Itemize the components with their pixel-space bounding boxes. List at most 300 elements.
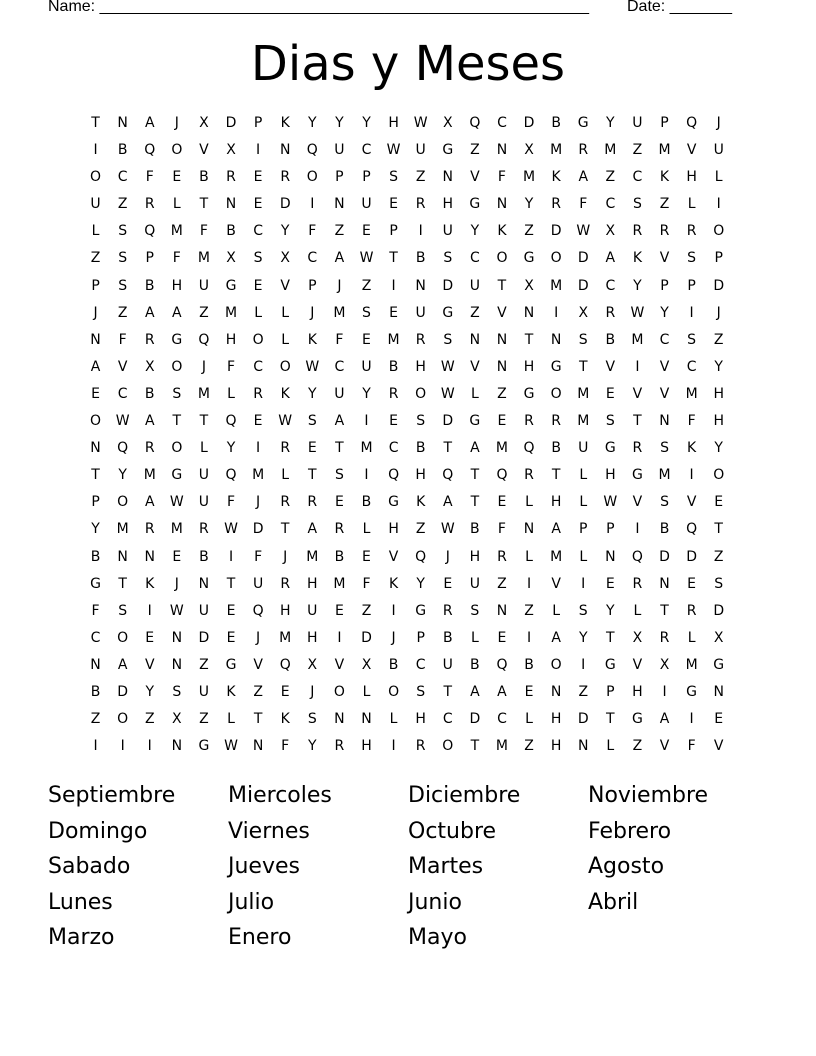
grid-letter: P: [389, 223, 398, 240]
grid-letter: K: [687, 440, 697, 457]
grid-letter: B: [415, 440, 426, 457]
grid-letter: I: [364, 413, 369, 430]
grid-letter: X: [361, 656, 372, 673]
grid-letter: T: [660, 602, 669, 619]
grid-letter: A: [442, 494, 453, 511]
grid-letter: Q: [496, 467, 508, 484]
grid-letter: W: [115, 413, 130, 430]
grid-letter: W: [630, 304, 645, 321]
grid-letter: M: [495, 738, 508, 755]
grid-letter: T: [443, 683, 453, 700]
grid-letter: M: [523, 169, 536, 186]
grid-row: [82, 300, 734, 327]
grid-row: [82, 733, 734, 760]
word-list-item: Mayo: [408, 925, 467, 951]
grid-letter: V: [659, 385, 670, 402]
grid-letter: S: [605, 413, 615, 430]
grid-letter: E: [226, 602, 236, 619]
grid-letter: P: [579, 521, 588, 538]
grid-letter: I: [554, 304, 559, 321]
grid-letter: D: [550, 223, 562, 240]
grid-letter: R: [524, 467, 534, 484]
grid-letter: F: [91, 602, 100, 619]
grid-letter: J: [256, 494, 261, 511]
grid-letter: G: [631, 711, 643, 728]
grid-letter: B: [199, 169, 209, 186]
grid-letter: R: [388, 385, 399, 402]
grid-letter: L: [579, 467, 588, 484]
grid-letter: C: [334, 358, 345, 375]
grid-letter: Z: [524, 602, 534, 619]
word-list-item: Sabado: [48, 854, 131, 880]
grid-row: [82, 679, 734, 706]
grid-letter: V: [388, 548, 399, 565]
grid-letter: L: [579, 548, 588, 565]
grid-letter: H: [550, 738, 562, 755]
grid-letter: I: [526, 629, 532, 646]
grid-letter: D: [577, 250, 589, 267]
grid-letter: O: [90, 169, 102, 186]
grid-letter: Y: [578, 629, 588, 646]
grid-letter: G: [604, 656, 616, 673]
grid-letter: M: [577, 413, 590, 430]
grid-letter: D: [225, 115, 237, 131]
grid-letter: B: [470, 521, 480, 538]
grid-letter: V: [632, 656, 643, 673]
grid-letter: G: [442, 142, 454, 159]
grid-letter: R: [578, 142, 589, 159]
grid-letter: N: [550, 683, 562, 700]
grid-letter: A: [307, 521, 318, 538]
grid-letter: F: [118, 331, 127, 348]
grid-letter: L: [254, 304, 263, 321]
grid-letter: I: [228, 548, 234, 565]
grid-letter: S: [118, 602, 128, 619]
grid-letter: S: [307, 413, 317, 430]
grid-row: [82, 435, 734, 462]
grid-letter: Y: [308, 738, 317, 755]
grid-letter: B: [388, 656, 399, 673]
grid-letter: P: [416, 629, 425, 646]
grid-letter: H: [442, 196, 454, 213]
grid-letter: M: [360, 440, 373, 457]
grid-letter: U: [198, 683, 210, 700]
grid-letter: G: [388, 494, 399, 511]
grid-letter: N: [496, 358, 508, 375]
grid-row: [82, 598, 734, 625]
grid-letter: E: [253, 277, 263, 294]
grid-letter: I: [689, 711, 694, 728]
grid-letter: N: [90, 440, 101, 457]
grid-letter: Q: [686, 521, 698, 538]
grid-letter: L: [470, 385, 479, 402]
grid-letter: D: [442, 277, 454, 294]
grid-letter: A: [144, 494, 155, 511]
grid-letter: T: [551, 467, 561, 484]
grid-letter: E: [524, 683, 534, 700]
grid-letter: S: [172, 385, 182, 402]
grid-letter: M: [658, 467, 671, 484]
grid-letter: N: [117, 115, 128, 131]
grid-letter: I: [689, 304, 694, 321]
grid-letter: D: [713, 602, 725, 619]
grid-letter: T: [91, 467, 100, 484]
grid-letter: Q: [686, 115, 698, 131]
grid-letter: H: [415, 467, 426, 484]
grid-letter: X: [442, 115, 453, 131]
grid-letter: Z: [90, 250, 101, 267]
grid-letter: N: [496, 196, 508, 213]
grid-letter: U: [334, 142, 345, 159]
grid-letter: Q: [117, 440, 129, 457]
grid-letter: D: [577, 711, 589, 728]
grid-letter: L: [606, 738, 615, 755]
grid-letter: Y: [714, 358, 723, 375]
grid-letter: G: [225, 656, 237, 673]
grid-letter: U: [469, 575, 480, 592]
grid-letter: E: [91, 385, 100, 402]
grid-letter: H: [469, 548, 481, 565]
grid-letter: D: [469, 711, 481, 728]
grid-letter: X: [199, 115, 209, 131]
grid-letter: V: [117, 358, 128, 375]
grid-letter: F: [199, 223, 208, 240]
grid-letter: Y: [145, 683, 155, 700]
grid-letter: K: [280, 385, 290, 402]
grid-letter: T: [606, 711, 615, 728]
word-list-item: Marzo: [48, 925, 115, 951]
grid-letter: A: [334, 250, 345, 267]
grid-letter: A: [172, 304, 182, 321]
grid-letter: N: [659, 575, 670, 592]
grid-letter: M: [197, 385, 210, 402]
grid-letter: E: [253, 169, 263, 186]
grid-letter: T: [524, 331, 534, 348]
grid-letter: B: [144, 277, 155, 294]
grid-letter: C: [605, 277, 616, 294]
grid-letter: X: [226, 142, 236, 159]
grid-letter: A: [470, 440, 480, 457]
grid-letter: H: [713, 413, 724, 430]
grid-letter: B: [388, 358, 399, 375]
grid-letter: I: [635, 358, 640, 375]
grid-letter: I: [689, 467, 694, 484]
grid-letter: T: [199, 196, 209, 213]
grid-letter: Q: [631, 548, 643, 565]
grid-letter: H: [225, 331, 237, 348]
grid-letter: R: [307, 494, 318, 511]
grid-letter: M: [224, 304, 238, 321]
grid-letter: E: [172, 169, 182, 186]
grid-letter: R: [659, 629, 670, 646]
grid-letter: A: [470, 683, 480, 700]
grid-letter: R: [144, 196, 155, 213]
grid-letter: V: [632, 385, 643, 402]
grid-letter: O: [90, 413, 102, 430]
grid-letter: M: [550, 548, 563, 565]
grid-letter: R: [524, 413, 534, 430]
grid-letter: N: [496, 331, 508, 348]
grid-letter: V: [686, 142, 697, 159]
grid-letter: G: [577, 115, 589, 131]
grid-letter: T: [172, 413, 182, 430]
grid-letter: H: [415, 358, 426, 375]
grid-letter: Y: [118, 467, 127, 484]
grid-letter: T: [335, 440, 344, 457]
grid-letter: G: [550, 358, 562, 375]
grid-letter: E: [497, 494, 507, 511]
grid-letter: E: [362, 223, 371, 240]
word-list-item: Febrero: [588, 818, 672, 844]
grid-letter: C: [253, 358, 263, 375]
grid-letter: L: [714, 169, 723, 186]
grid-letter: G: [90, 575, 101, 592]
grid-letter: M: [279, 629, 292, 646]
grid-letter: M: [495, 440, 508, 457]
grid-letter: L: [389, 711, 398, 728]
grid-letter: Q: [198, 331, 210, 348]
grid-letter: K: [551, 169, 561, 186]
grid-letter: Z: [524, 223, 534, 240]
grid-row: [82, 218, 734, 245]
grid-letter: U: [415, 142, 426, 159]
grid-letter: Y: [308, 385, 317, 402]
grid-letter: R: [415, 331, 426, 348]
grid-letter: U: [90, 196, 101, 213]
grid-letter: L: [525, 711, 533, 728]
grid-letter: M: [387, 331, 400, 348]
grid-letter: O: [171, 440, 183, 457]
grid-letter: I: [120, 738, 125, 755]
grid-row: [82, 652, 734, 679]
grid-letter: S: [389, 169, 399, 186]
grid-letter: X: [632, 629, 643, 646]
grid-letter: W: [224, 738, 238, 755]
grid-letter: B: [117, 142, 128, 159]
grid-letter: R: [415, 196, 426, 213]
grid-letter: B: [551, 440, 561, 457]
grid-letter: E: [389, 413, 398, 430]
grid-letter: Z: [578, 683, 589, 700]
grid-letter: G: [713, 656, 725, 673]
grid-letter: V: [470, 169, 480, 186]
grid-letter: G: [225, 277, 237, 294]
grid-letter: A: [334, 413, 345, 430]
grid-letter: N: [90, 331, 101, 348]
grid-letter: V: [253, 656, 263, 673]
grid-letter: P: [606, 683, 615, 700]
grid-letter: L: [687, 196, 696, 213]
grid-letter: B: [659, 521, 670, 538]
grid-letter: Q: [442, 467, 454, 484]
grid-letter: W: [278, 413, 293, 430]
grid-letter: R: [144, 440, 155, 457]
grid-letter: G: [523, 385, 535, 402]
grid-letter: D: [577, 277, 589, 294]
grid-letter: J: [310, 683, 315, 700]
grid-letter: C: [307, 250, 318, 267]
grid-letter: D: [198, 629, 210, 646]
grid-letter: Z: [334, 223, 345, 240]
grid-letter: R: [686, 602, 697, 619]
grid-letter: V: [470, 358, 480, 375]
grid-letter: G: [523, 250, 535, 267]
grid-letter: V: [686, 494, 697, 511]
grid-letter: F: [281, 738, 290, 755]
grid-row: [82, 137, 734, 164]
grid-letter: I: [93, 142, 98, 159]
grid-letter: K: [145, 575, 155, 592]
grid-letter: F: [172, 250, 181, 267]
grid-letter: F: [335, 331, 344, 348]
grid-letter: K: [280, 711, 290, 728]
grid-letter: R: [199, 521, 209, 538]
grid-letter: O: [117, 629, 129, 646]
grid-letter: P: [606, 521, 615, 538]
grid-letter: B: [551, 115, 561, 131]
grid-letter: B: [470, 656, 480, 673]
grid-letter: N: [171, 738, 183, 755]
grid-letter: A: [578, 169, 589, 186]
grid-letter: U: [198, 277, 210, 294]
grid-letter: W: [224, 521, 238, 538]
grid-letter: R: [280, 169, 291, 186]
grid-letter: Z: [117, 304, 128, 321]
grid-letter: I: [256, 440, 261, 457]
grid-row: [82, 462, 734, 489]
grid-letter: K: [307, 331, 317, 348]
grid-letter: O: [388, 683, 400, 700]
grid-letter: X: [307, 656, 318, 673]
grid-letter: C: [497, 711, 507, 728]
grid-letter: X: [524, 142, 534, 159]
grid-letter: E: [714, 494, 724, 511]
grid-letter: N: [523, 521, 535, 538]
grid-letter: E: [307, 440, 317, 457]
grid-letter: U: [713, 142, 724, 159]
grid-letter: I: [337, 629, 342, 646]
grid-letter: J: [310, 304, 315, 321]
grid-letter: E: [714, 711, 724, 728]
grid-letter: X: [524, 277, 534, 294]
grid-letter: D: [713, 277, 725, 294]
grid-letter: L: [200, 440, 208, 457]
grid-letter: C: [632, 169, 643, 186]
grid-letter: Z: [605, 169, 616, 186]
grid-letter: C: [497, 115, 507, 131]
grid-letter: E: [334, 494, 344, 511]
grid-letter: L: [525, 494, 533, 511]
grid-letter: M: [143, 467, 156, 484]
grid-letter: S: [470, 602, 480, 619]
grid-letter: N: [117, 548, 128, 565]
grid-letter: R: [253, 385, 263, 402]
grid-letter: J: [93, 304, 98, 321]
grid-letter: L: [552, 602, 561, 619]
grid-letter: S: [660, 440, 669, 457]
grid-letter: K: [226, 683, 236, 700]
grid-letter: U: [252, 575, 264, 592]
grid-letter: G: [686, 683, 698, 700]
grid-letter: P: [145, 250, 154, 267]
grid-letter: L: [362, 683, 371, 700]
grid-letter: E: [389, 196, 398, 213]
grid-letter: I: [716, 196, 721, 213]
grid-letter: Y: [308, 115, 317, 131]
grid-letter: G: [171, 331, 183, 348]
grid-letter: S: [334, 467, 344, 484]
grid-letter: E: [253, 413, 263, 430]
word-list-item: Agosto: [588, 854, 665, 880]
grid-letter: L: [227, 711, 235, 728]
grid-letter: D: [442, 413, 454, 430]
grid-letter: D: [523, 115, 535, 131]
grid-letter: Y: [714, 440, 723, 457]
grid-letter: N: [713, 683, 724, 700]
grid-letter: R: [144, 521, 155, 538]
grid-letter: L: [687, 629, 696, 646]
grid-letter: H: [279, 602, 291, 619]
letter-grid: [82, 110, 734, 760]
grid-letter: F: [687, 738, 696, 755]
grid-letter: M: [550, 277, 563, 294]
grid-letter: Y: [606, 115, 615, 131]
grid-letter: L: [281, 304, 290, 321]
grid-letter: O: [279, 358, 291, 375]
grid-letter: O: [252, 331, 264, 348]
grid-letter: O: [333, 683, 345, 700]
grid-letter: B: [334, 548, 345, 565]
grid-letter: C: [253, 223, 263, 240]
word-list: [48, 780, 768, 958]
grid-letter: O: [713, 467, 725, 484]
grid-letter: T: [606, 629, 615, 646]
grid-letter: B: [524, 656, 534, 673]
grid-letter: M: [197, 250, 210, 267]
grid-letter: F: [308, 223, 317, 240]
grid-row: [82, 354, 734, 381]
grid-letter: R: [659, 223, 670, 240]
grid-letter: Z: [497, 575, 507, 592]
grid-letter: N: [415, 277, 426, 294]
grid-letter: B: [90, 683, 101, 700]
grid-letter: Z: [253, 683, 263, 700]
page-title: Dias y Meses: [250, 36, 566, 92]
grid-letter: C: [686, 358, 697, 375]
grid-letter: J: [716, 115, 721, 131]
grid-letter: Z: [415, 521, 426, 538]
grid-letter: V: [632, 494, 643, 511]
grid-letter: N: [334, 711, 345, 728]
grid-letter: K: [659, 169, 670, 186]
grid-letter: V: [713, 738, 724, 755]
grid-letter: Z: [361, 277, 372, 294]
grid-letter: T: [443, 440, 453, 457]
grid-letter: D: [117, 683, 129, 700]
grid-letter: S: [443, 331, 453, 348]
grid-letter: X: [172, 711, 182, 728]
grid-letter: M: [170, 521, 183, 538]
grid-letter: W: [169, 602, 184, 619]
grid-letter: N: [550, 331, 562, 348]
grid-letter: O: [496, 250, 508, 267]
grid-letter: I: [391, 602, 396, 619]
word-list-item: Martes: [408, 854, 484, 880]
grid-letter: W: [576, 223, 591, 240]
grid-letter: S: [687, 250, 697, 267]
grid-letter: S: [578, 602, 588, 619]
grid-letter: E: [605, 385, 615, 402]
